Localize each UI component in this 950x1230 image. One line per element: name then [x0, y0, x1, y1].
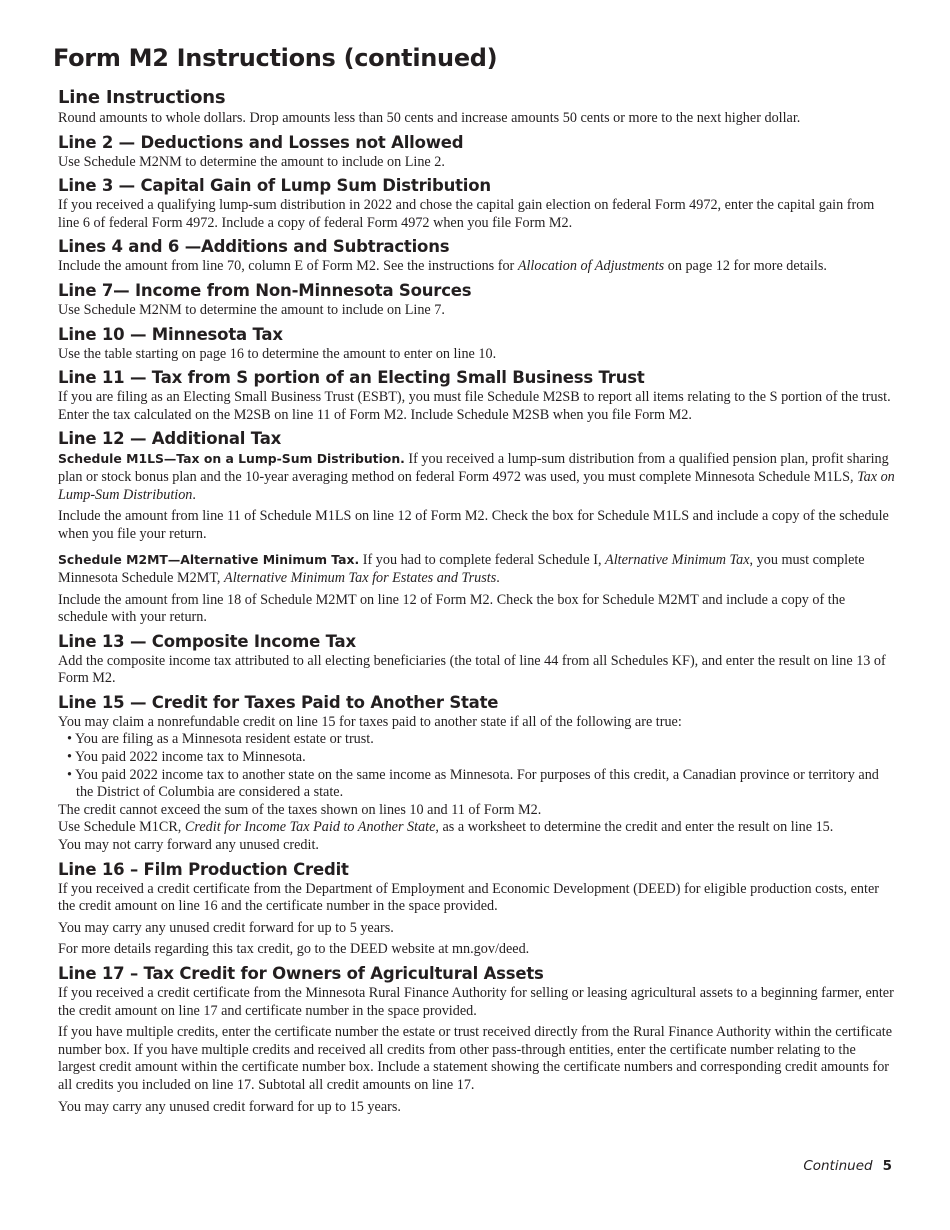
section-line-11 [58, 367, 896, 424]
section-intro: You may claim a nonrefundable credit on line 15 for taxes paid to another state if all of the following are true: [58, 713, 682, 730]
section-heading: Line 13 — Composite Income Tax [58, 631, 356, 651]
section-heading: Line 12 — Additional Tax [58, 429, 282, 449]
section-text: You may carry any unused credit forward for up to 15 years. [58, 1098, 401, 1115]
section-heading: Line Instructions [58, 87, 226, 108]
m1ls-paragraph: Schedule M1LS—Tax on a Lump-Sum Distribution. If you received a lump-sum distribution from a qualified pension plan, profit sharing plan or stock bonus plan and the 10-year averaging method on federal Form 4972 was used, you must complete Minnesota Schedule M1LS, Tax on Lump-Sum Distribution. [58, 451, 895, 503]
section-text: Round amounts to whole dollars. Drop amounts less than 50 cents and increase amounts 50 cents or more to the next higher dollar. [58, 110, 801, 126]
section-text: You may carry any unused credit forward for up to 5 years. [58, 919, 394, 936]
list-item: • You paid 2022 income tax to another state on the same income as Minnesota. For purposes of this credit, a Canadian province or territory and the District of Columbia are considered a state. [67, 766, 879, 801]
section-heading: Line 15 — Credit for Taxes Paid to Another State [58, 692, 499, 712]
page-title: Form M2 Instructions (continued) [53, 44, 498, 72]
section-text: If you are filing as an Electing Small Business Trust (ESBT), you must file Schedule M2SB to report all items relating to the S portion of the trust. Enter the tax calculated on the M2SB on line 11 of Form M2. Include Schedule M2SB when you file Form M2. [58, 389, 891, 423]
carry-text: You may not carry forward any unused credit. [58, 837, 319, 854]
section-text: Use the table starting on page 16 to determine the amount to enter on line 10. [58, 345, 497, 362]
section-heading: Lines 4 and 6 —Additions and Subtractions [58, 237, 450, 257]
section-text: For more details regarding this tax credit, go to the DEED website at mn.gov/deed. [58, 941, 530, 958]
section-heading: Line 17 – Tax Credit for Owners of Agricultural Assets [58, 964, 544, 983]
section-text: If you received a qualifying lump-sum distribution in 2022 and chose the capital gain election on federal Form 4972, enter the capital gain from line 6 of federal Form 4972. Include a copy of federal Form 4972 when you file Form M2. [58, 197, 875, 231]
section-lines-4-6 [58, 236, 896, 276]
page-footer [803, 1158, 892, 1174]
section-text: If you received a credit certificate from the Department of Employment and Economic Development (DEED) for eligible production costs, enter the credit amount on line 16 and the certificate number in the space provided. [58, 880, 879, 915]
worksheet-text: Use Schedule M1CR, Credit for Income Tax Paid to Another State, as a worksheet to determine the credit and enter the result on line 15. [58, 819, 834, 836]
list-item: • You are filing as a Minnesota resident estate or trust. [67, 731, 374, 748]
section-line-15 [58, 692, 896, 855]
section-heading: Line 3 — Capital Gain of Lump Sum Distribution [58, 176, 491, 196]
section-line-7 [58, 280, 896, 320]
section-line-2 [58, 132, 896, 172]
section-line-instructions [58, 86, 896, 128]
section-heading: Line 2 — Deductions and Losses not Allowed [58, 132, 464, 152]
instructions-content [58, 86, 896, 1120]
section-line-12 [58, 428, 896, 626]
section-text: If you have multiple credits, enter the certificate number the estate or trust received directly from the Rural Finance Authority within the certificate number box. If you have multiple credits and received all credits from other pass-through entities, enter the certificate number relating to the largest credit amount within the certificate number box. Include a statement showing the certificate numbers and corresponding credit amounts for all credits you included on line 17. Subtotal all credit amounts on line 17. [58, 1024, 892, 1093]
section-text: If you received a credit certificate from the Minnesota Rural Finance Authority for selling or leasing agricultural assets to a beginning farmer, enter the credit amount on line 17 and certificate number in the space provided. [58, 985, 894, 1019]
m2mt-include-paragraph: Include the amount from line 18 of Schedule M2MT on line 12 of Form M2. Check the box for Schedule M2MT and include a copy of the schedule with your return. [58, 591, 846, 626]
section-text: Use Schedule M2NM to determine the amount to include on Line 7. [58, 301, 445, 318]
section-line-16 [58, 859, 896, 959]
section-text: Use Schedule M2NM to determine the amount to include on Line 2. [58, 153, 445, 170]
continued-label: Continued [803, 1158, 873, 1174]
list-item: • You paid 2022 income tax to Minnesota. [67, 749, 306, 766]
section-line-17 [58, 963, 896, 1116]
section-heading: Line 7— Income from Non-Minnesota Sources [58, 280, 472, 300]
section-heading: Line 16 – Film Production Credit [58, 859, 349, 879]
section-text: Add the composite income tax attributed to all electing beneficiaries (the total of line 44 from all Schedules KF), and enter the result on line 13 of Form M2. [58, 652, 886, 687]
m1ls-include-paragraph: Include the amount from line 11 of Schedule M1LS on line 12 of Form M2. Check the box for Schedule M1LS and include a copy of the schedule when you file your return. [58, 508, 889, 542]
section-line-13 [58, 631, 896, 688]
limit-text: The credit cannot exceed the sum of the taxes shown on lines 10 and 11 of Form M2. [58, 801, 542, 818]
section-heading: Line 10 — Minnesota Tax [58, 324, 283, 344]
section-line-3 [58, 175, 896, 232]
section-text: Include the amount from line 70, column E of Form M2. See the instructions for Allocation of Adjustments on page 12 for more details. [58, 258, 827, 275]
section-heading: Line 11 — Tax from S portion of an Electing Small Business Trust [58, 368, 645, 388]
page-number: 5 [882, 1158, 892, 1174]
m2mt-paragraph: Schedule M2MT—Alternative Minimum Tax. If you had to complete federal Schedule I, Alternative Minimum Tax, you must complete Minnesota Schedule M2MT, Alternative Minimum Tax for Estates and Trusts. [58, 552, 865, 586]
section-line-10 [58, 324, 896, 364]
